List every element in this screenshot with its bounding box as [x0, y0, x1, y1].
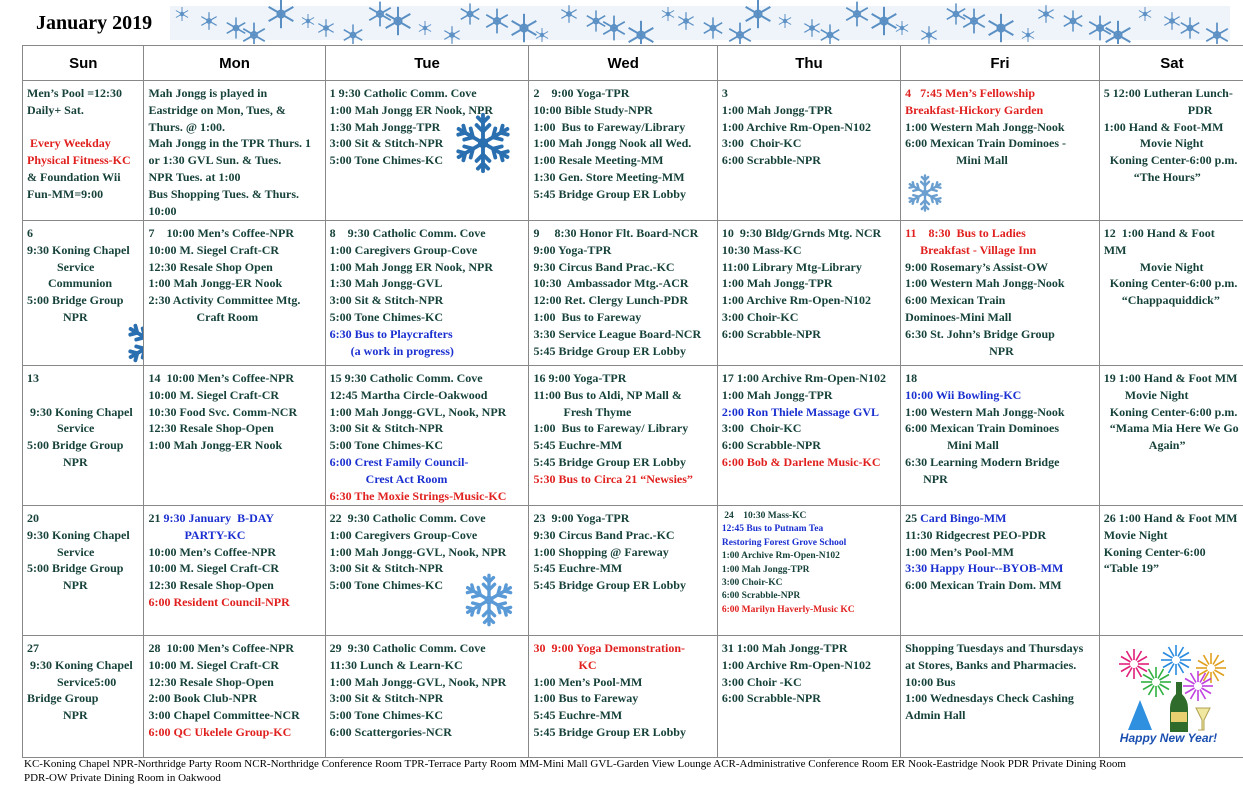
event-line: 3:00 Choir -KC — [721, 674, 802, 689]
event-line: Fun-MM=9:00 — [27, 186, 104, 201]
event-line: 2:00 Ron Thiele Massage GVL — [721, 404, 879, 419]
event-line: 19 1:00 Hand & Foot MM — [1103, 371, 1238, 385]
event-line: 6:00 Mexican Train Dominoes - — [905, 136, 1066, 151]
weekday-sun: Sun — [23, 46, 144, 81]
event-line: 1:00 Bus to Fareway/Library — [533, 119, 686, 134]
event-line: Card Bingo-MM — [920, 511, 1007, 525]
event-line: NPR — [905, 343, 1014, 358]
event-line: Mini Mall — [905, 438, 999, 453]
event-line: 11:00 Library Mtg-Library — [721, 259, 862, 274]
event-line: 6:00 Resident Council-NPR — [148, 594, 290, 609]
day-cell-wed — [529, 81, 717, 221]
day-cell-thu — [717, 81, 900, 221]
event-line: 5:45 Bridge Group ER Lobby — [533, 724, 686, 739]
event-line: 1:00 Shopping @ Fareway — [533, 544, 669, 559]
event-line: 5:45 Bridge Group ER Lobby — [533, 578, 686, 593]
event-line: 9:30 Koning Chapel — [27, 242, 130, 257]
day-cell-thu — [717, 506, 900, 636]
day-cell-sat — [1099, 81, 1243, 221]
event-line: “Chappaquiddick” — [1103, 293, 1220, 308]
event-line: Movie Night — [1103, 527, 1168, 542]
event-line: 1:00 Western Mah Jongg-Nook — [905, 404, 1065, 419]
event-line: 10:30 Ambassador Mtg.-ACR — [533, 276, 689, 291]
event-line: 12:30 Resale Shop-Open — [148, 421, 274, 436]
event-line: Crest Act Room — [329, 471, 448, 486]
event-line: Men’s Pool =12:30 — [27, 86, 123, 100]
event-line: 5:30 Bus to Circa 21 “Newsies” — [533, 471, 693, 486]
event-line: 1:00 Mah Jongg ER Nook, NPR — [329, 259, 493, 274]
event-line: 6:00 Mexican Train Dominoes — [905, 421, 1059, 436]
day-cell-sat — [1099, 636, 1243, 758]
event-line: 2:00 Book Club-NPR — [148, 691, 258, 706]
day-cell-sat — [1099, 506, 1243, 636]
event-line: 6:30 Learning Modern Bridge — [905, 454, 1060, 469]
event-line: 10:00 Bus — [905, 674, 956, 689]
event-line: 9:30 Circus Band Prac.-KC — [533, 259, 675, 274]
event-line: 1:00 Mah Jongg-ER Nook — [148, 276, 283, 291]
event-line: 6:30 Bus to Playcrafters — [329, 326, 453, 341]
event-line: 3:30 Happy Hour--BYOB-MM — [905, 561, 1064, 576]
event-line: 25 Card Bingo-MM — [905, 511, 1007, 525]
day-cell-sat — [1099, 221, 1243, 366]
event-line: 6:30 St. John’s Bridge Group — [905, 326, 1055, 341]
event-line: 5:45 Euchre-MM — [533, 708, 623, 723]
event-line: 6:00 Mexican Train Dom. MM — [905, 578, 1062, 593]
day-cell-thu — [717, 366, 900, 506]
calendar-grid — [22, 45, 1243, 758]
event-line: 6:00 Bob & Darlene Music-KC — [721, 454, 881, 469]
event-line: 3:00 Choir-KC — [721, 578, 783, 589]
event-line: 10:00 M. Siegel Craft-CR — [148, 387, 280, 402]
event-line: 11:30 Ridgecrest PEO-PDR — [905, 527, 1047, 542]
event-line: 6:00 Scattergories-NCR — [329, 724, 452, 739]
event-line: PDR — [1103, 102, 1213, 117]
event-line: 5:45 Bridge Group ER Lobby — [533, 186, 686, 201]
event-line: Service — [27, 259, 95, 274]
event-line: Koning Center-6:00 p.m. — [1103, 404, 1238, 419]
event-line: 26 1:00 Hand & Foot MM — [1103, 511, 1238, 525]
event-line: Bus Shopping Tues. & Thurs. — [148, 186, 300, 201]
event-line: 1:00 Resale Meeting-MM — [533, 153, 664, 168]
event-line: 10:00 M. Siegel Craft-CR — [148, 242, 280, 257]
event-line: 5:45 Bridge Group ER Lobby — [533, 343, 686, 358]
event-line: 3 — [721, 86, 728, 100]
event-line: 6:00 Scrabble-NPR — [721, 326, 821, 341]
day-cell-fri — [901, 221, 1100, 366]
event-line: 3:30 Service League Board-NCR — [533, 326, 702, 341]
event-line: 1:00 Mah Jongg-TPR — [721, 564, 810, 575]
event-line: Service — [27, 421, 95, 436]
event-line: 1:00 Archive Rm-Open-N102 — [721, 119, 871, 134]
event-line: 5:00 Bridge Group — [27, 561, 124, 576]
event-line: Communion — [27, 276, 113, 291]
event-line: 5:00 Tone Chimes-KC — [329, 438, 443, 453]
day-cell-sat — [1099, 366, 1243, 506]
event-line: 11 8:30 Bus to Ladies — [905, 226, 1026, 240]
event-line: 1:00 Caregivers Group-Cove — [329, 242, 478, 257]
event-line: 6:00 Scrabble-NPR — [721, 438, 821, 453]
event-line: 1:00 Mah Jongg ER Nook, NPR — [329, 102, 493, 117]
event-line: 10:00 — [148, 203, 177, 218]
event-line: Eastridge on Mon, Tues, & — [148, 102, 286, 117]
event-line: 1:00 Archive Rm-Open-N102 — [721, 551, 840, 562]
event-line: Bridge Group — [27, 691, 99, 706]
event-line: 18 — [905, 371, 918, 385]
day-cell-sun — [23, 81, 144, 221]
event-line: Breakfast-Hickory Garden — [905, 102, 1044, 117]
week-row — [23, 221, 1243, 366]
day-cell-tue — [325, 221, 529, 366]
event-line: (a work in progress) — [329, 343, 454, 358]
event-line: 9:00 Rosemary’s Assist-OW — [905, 259, 1048, 274]
event-line: Mah Jongg in the TPR Thurs. 1 — [148, 136, 312, 151]
event-line: 9:30 Koning Chapel — [27, 527, 130, 542]
event-line: 10:00 Bible Study-NPR — [533, 102, 653, 117]
event-line: Restoring Forest Grove School — [721, 537, 847, 548]
event-line: Shopping Tuesdays and Thursdays — [905, 641, 1084, 655]
day-cell-mon — [144, 636, 325, 758]
weekday-wed: Wed — [529, 46, 717, 81]
event-line: 1:00 Bus to Fareway — [533, 691, 639, 706]
event-line: 12:30 Resale Shop-Open — [148, 674, 274, 689]
event-line: 1:00 Archive Rm-Open-N102 — [721, 657, 871, 672]
event-line: 5:00 Tone Chimes-KC — [329, 153, 443, 168]
day-cell-mon — [144, 221, 325, 366]
event-line: NPR Tues. at 1:00 — [148, 169, 241, 184]
day-cell-mon — [144, 81, 325, 221]
day-cell-sun — [23, 366, 144, 506]
event-line — [27, 119, 139, 136]
event-line: 1:30 Mah Jongg-GVL — [329, 276, 443, 291]
event-line: 3:00 Choir-KC — [721, 309, 799, 324]
event-line: 1:00 Western Mah Jongg-Nook — [905, 276, 1065, 291]
day-cell-tue — [325, 506, 529, 636]
event-line: 9:30 Circus Band Prac.-KC — [533, 527, 675, 542]
event-line: 12:45 Bus to Putnam Tea — [721, 524, 824, 535]
event-line: Koning Center-6:00 — [1103, 544, 1206, 559]
event-line: KC — [533, 657, 597, 672]
day-cell-tue — [325, 366, 529, 506]
event-line: 1:00 Caregivers Group-Cove — [329, 527, 478, 542]
event-line: 9:30 Koning Chapel — [27, 404, 133, 419]
event-line: 10:30 Mass-KC — [721, 242, 802, 257]
event-line: 1:00 Men’s Pool-MM — [533, 674, 643, 689]
event-line: “Table 19” — [1103, 561, 1160, 576]
room-legend — [24, 757, 1224, 785]
event-line: 3:00 Sit & Stitch-NPR — [329, 293, 444, 308]
event-line: 21 9:30 January B-DAY — [148, 511, 275, 525]
event-line: 2 9:00 Yoga-TPR — [533, 86, 630, 100]
event-line: Koning Center-6:00 p.m. — [1103, 276, 1238, 291]
event-line: 3:00 Choir-KC — [721, 421, 802, 436]
event-line: 15 9:30 Catholic Comm. Cove — [329, 371, 483, 385]
event-line: 4 7:45 Men’s Fellowship — [905, 86, 1035, 100]
event-line: 12:30 Resale Shop Open — [148, 259, 273, 274]
event-line: Koning Center-6:00 p.m. — [1103, 153, 1238, 168]
day-cell-tue — [325, 81, 529, 221]
event-line: 1:00 Men’s Pool-MM — [905, 544, 1014, 559]
event-line: 5:00 Tone Chimes-KC — [329, 578, 443, 593]
snowflake-decoration — [905, 173, 945, 218]
day-cell-sun — [23, 506, 144, 636]
event-line: 12:45 Martha Circle-Oakwood — [329, 387, 488, 402]
event-line: Breakfast - Village Inn — [905, 242, 1037, 257]
event-line: 8 9:30 Catholic Comm. Cove — [329, 226, 486, 240]
legend-line: PDR-OW Private Dining Room in Oakwood — [24, 772, 221, 784]
event-line: Physical Fitness-KC — [27, 153, 131, 168]
event-line: Every Weekday — [27, 136, 111, 151]
event-line: 6:00 Mexican Train — [905, 293, 1006, 308]
event-line: 9:30 Koning Chapel — [27, 657, 133, 672]
event-line: 1:00 Mah Jongg-TPR — [721, 276, 833, 291]
event-line: 1:00 Mah Jongg-GVL, Nook, NPR — [329, 674, 507, 689]
event-line: 1:30 Gen. Store Meeting-MM — [533, 169, 685, 184]
event-line: 5 12:00 Lutheran Lunch- — [1103, 86, 1233, 100]
event-line: 6 — [27, 226, 33, 240]
event-line: 14 10:00 Men’s Coffee-NPR — [148, 371, 294, 385]
event-line: MM — [1103, 242, 1127, 257]
snowflake-banner — [170, 0, 1230, 44]
event-line: 23 9:00 Yoga-TPR — [533, 511, 630, 525]
event-line: 10:00 Wii Bowling-KC — [905, 387, 1022, 402]
day-cell-fri — [901, 81, 1100, 221]
event-line: 1:00 Bus to Fareway — [533, 309, 642, 324]
event-line: 31 1:00 Mah Jongg-TPR — [721, 641, 848, 655]
event-line: Craft Room — [148, 309, 259, 324]
event-line: 3:00 Choir-KC — [721, 136, 802, 151]
event-line: Thurs. @ 1:00. — [148, 119, 225, 134]
event-line: Again” — [1103, 438, 1186, 453]
calendar-title: January 2019 — [36, 12, 153, 34]
day-cell-thu — [717, 221, 900, 366]
event-line: Movie Night — [1103, 136, 1204, 151]
event-line: 5:45 Euchre-MM — [533, 438, 623, 453]
event-line: Service5:00 — [27, 674, 117, 689]
day-cell-thu — [717, 636, 900, 758]
event-line: 10:00 M. Siegel Craft-CR — [148, 657, 280, 672]
event-line: 28 10:00 Men’s Coffee-NPR — [148, 641, 294, 655]
event-line: 6:00 Scrabble-NPR — [721, 153, 821, 168]
week-row — [23, 506, 1243, 636]
event-line: 5:00 Bridge Group — [27, 293, 124, 308]
event-line: Admin Hall — [905, 708, 966, 723]
event-line: 1:00 Mah Jongg-ER Nook — [148, 438, 283, 453]
weekday-thu: Thu — [717, 46, 900, 81]
event-line: 9:30 January B-DAY — [163, 511, 275, 525]
event-line: Fresh Thyme — [533, 404, 632, 419]
event-line: 17 1:00 Archive Rm-Open-N102 — [721, 371, 886, 385]
event-line: 3:00 Sit & Stitch-NPR — [329, 561, 444, 576]
day-cell-mon — [144, 366, 325, 506]
event-line: Movie Night — [1103, 387, 1189, 402]
week-row — [23, 366, 1243, 506]
event-line: 1:00 Mah Jongg-GVL, Nook, NPR — [329, 544, 507, 559]
event-line: 1:00 Mah Jongg-TPR — [721, 387, 833, 402]
event-line: 1:00 Wednesdays Check Cashing — [905, 691, 1074, 706]
snowflake-icon — [905, 173, 945, 213]
event-line: 16 9:00 Yoga-TPR — [533, 371, 627, 385]
happy-new-year-text: Happy New Year! — [1119, 731, 1218, 745]
event-line: 5:00 Bridge Group — [27, 438, 124, 453]
day-cell-wed — [529, 506, 717, 636]
event-line: Mini Mall — [905, 153, 1008, 168]
event-line: NPR — [27, 309, 88, 324]
event-line: 1:00 Mah Jongg Nook all Wed. — [533, 136, 692, 151]
event-line: 3:00 Sit & Stitch-NPR — [329, 421, 444, 436]
event-line: 2:30 Activity Committee Mtg. — [148, 293, 301, 308]
weekday-sat: Sat — [1099, 46, 1243, 81]
event-line: 1:00 Hand & Foot-MM — [1103, 119, 1224, 134]
event-line: Movie Night — [1103, 259, 1204, 274]
event-line: 1:00 Bus to Fareway/ Library — [533, 421, 689, 436]
event-line: 3:00 Sit & Stitch-NPR — [329, 691, 444, 706]
event-line: 6:00 Crest Family Council- — [329, 454, 469, 469]
event-line: 6:30 The Moxie Strings-Music-KC — [329, 488, 507, 503]
day-cell-sun — [23, 221, 144, 366]
event-line: 12:30 Resale Shop-Open — [148, 578, 274, 593]
event-line: 11:30 Lunch & Learn-KC — [329, 657, 463, 672]
week-row — [23, 81, 1243, 221]
event-line: 12 1:00 Hand & Foot — [1103, 226, 1215, 240]
day-cell-wed — [529, 636, 717, 758]
event-line: Service — [27, 544, 95, 559]
event-line: 6:00 Scrabble-NPR — [721, 691, 821, 706]
event-line: NPR — [905, 471, 948, 486]
event-line: PARTY-KC — [148, 527, 246, 542]
event-line: 27 — [27, 641, 39, 655]
week-row — [23, 636, 1243, 758]
event-line: 6:00 Scrabble-NPR — [721, 591, 801, 602]
event-line: 1:30 Mah Jongg-TPR — [329, 119, 441, 134]
event-line: 10:00 M. Siegel Craft-CR — [148, 561, 280, 576]
event-line: Daily+ Sat. — [27, 102, 84, 117]
event-line: 6:00 QC Ukelele Group-KC — [148, 724, 292, 739]
legend-line: KC-Koning Chapel NPR-Northridge Party Room NCR-Northridge Conference Room TPR-Terrace Party Room MM-Mini Mall GVL-Garden View Lounge ACR-Administrative Conference Room ER Nook-Eastridge Nook PDR Private Dining Room — [24, 758, 1126, 770]
event-line: NPR — [27, 454, 88, 469]
event-line: “Mama Mia Here We Go — [1103, 421, 1239, 436]
weekday-header-row — [23, 46, 1243, 81]
event-line: 10 9:30 Bldg/Grnds Mtg. NCR — [721, 226, 882, 240]
event-line: & Foundation Wii — [27, 169, 121, 184]
event-line: 1:00 Archive Rm-Open-N102 — [721, 293, 871, 308]
event-line: 1:00 Mah Jongg-GVL, Nook, NPR — [329, 404, 507, 419]
day-cell-fri — [901, 636, 1100, 758]
event-line: 12:00 Ret. Clergy Lunch-PDR — [533, 293, 689, 308]
event-line: 9:00 Yoga-TPR — [533, 242, 612, 257]
event-line: 29 9:30 Catholic Comm. Cove — [329, 641, 486, 655]
event-line: or 1:30 GVL Sun. & Tues. — [148, 153, 282, 168]
weekday-fri: Fri — [901, 46, 1100, 81]
event-line: “The Hours” — [1103, 169, 1201, 184]
event-line: 5:00 Tone Chimes-KC — [329, 708, 443, 723]
event-line: 10:00 Men’s Coffee-NPR — [148, 544, 276, 559]
event-line — [27, 387, 139, 404]
day-cell-sun — [23, 636, 144, 758]
event-line: 3:00 Chapel Committee-NCR — [148, 708, 300, 723]
event-line: NPR — [27, 708, 88, 723]
event-line: at Stores, Banks and Pharmacies. — [905, 657, 1077, 672]
day-cell-fri — [901, 366, 1100, 506]
event-line: Mah Jongg is played in — [148, 86, 268, 100]
day-cell-tue — [325, 636, 529, 758]
event-line: 22 9:30 Catholic Comm. Cove — [329, 511, 486, 525]
event-line: 5:45 Bridge Group ER Lobby — [533, 454, 686, 469]
event-line: 10:30 Food Svc. Comm-NCR — [148, 404, 298, 419]
event-line: 6:00 Marilyn Haverly-Music KC — [721, 604, 855, 615]
event-line: 9 8:30 Honor Flt. Board-NCR — [533, 226, 699, 240]
event-line: 1:00 Mah Jongg-TPR — [721, 102, 833, 117]
event-line: 5:00 Tone Chimes-KC — [329, 309, 443, 324]
event-line: 24 10:30 Mass-KC — [721, 511, 807, 521]
event-line: Dominoes-Mini Mall — [905, 309, 1012, 324]
event-line: 13 — [27, 371, 39, 385]
event-line: 3:00 Sit & Stitch-NPR — [329, 136, 444, 151]
event-line: 1 9:30 Catholic Comm. Cove — [329, 86, 477, 100]
event-line: 1:00 Western Mah Jongg-Nook — [905, 119, 1065, 134]
event-line: 5:45 Euchre-MM — [533, 561, 623, 576]
event-line: 7 10:00 Men’s Coffee-NPR — [148, 226, 294, 240]
weekday-tue: Tue — [325, 46, 529, 81]
event-line: 20 — [27, 511, 39, 525]
event-line: 30 9:00 Yoga Demonstration- — [533, 641, 686, 655]
weekday-mon: Mon — [144, 46, 325, 81]
event-line: 11:00 Bus to Aldi, NP Mall & — [533, 387, 682, 402]
day-cell-mon — [144, 506, 325, 636]
day-cell-wed — [529, 221, 717, 366]
day-cell-fri — [901, 506, 1100, 636]
event-line: NPR — [27, 578, 88, 593]
day-cell-wed — [529, 366, 717, 506]
